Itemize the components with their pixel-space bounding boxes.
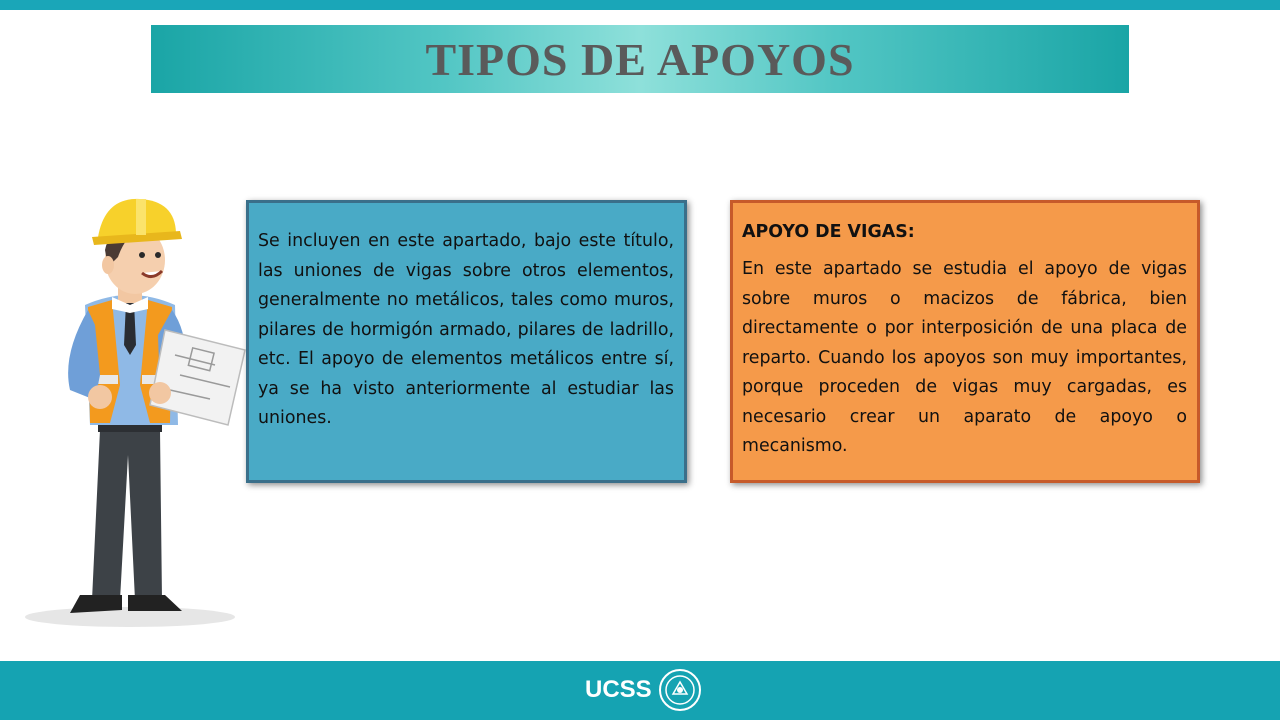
top-accent-bar xyxy=(0,0,1280,10)
ucss-logo xyxy=(585,668,702,712)
logo-wordmark: UCSS xyxy=(585,676,652,703)
beam-support-heading: APOYO DE VIGAS: xyxy=(742,222,915,242)
beam-support-box xyxy=(730,200,1200,483)
title-banner xyxy=(151,25,1129,93)
intro-text-box xyxy=(246,200,687,483)
beam-support-paragraph: En este apartado se estudia el apoyo de vigas sobre muros o macizos de fábrica, bien directamente o por interposición de una placa de reparto. Cuando los apoyos son muy importantes, porque proceden de vigas muy cargadas, es necesario crear un aparato de apoyo o mecanismo. xyxy=(742,259,1187,456)
university-seal-icon xyxy=(658,668,702,712)
slide-title: TIPOS DE APOYOS xyxy=(425,33,855,85)
intro-paragraph: Se incluyen en este apartado, bajo este título, las uniones de vigas sobre otros elementos, generalmente no metálicos, tales como muros, pilares de hormigón armado, pilares de ladrillo, etc. El apoyo de elementos metálicos entre sí, ya se ha visto anteriormente al estudiar las uniones. xyxy=(258,231,674,428)
construction-worker-illustration xyxy=(0,185,250,635)
